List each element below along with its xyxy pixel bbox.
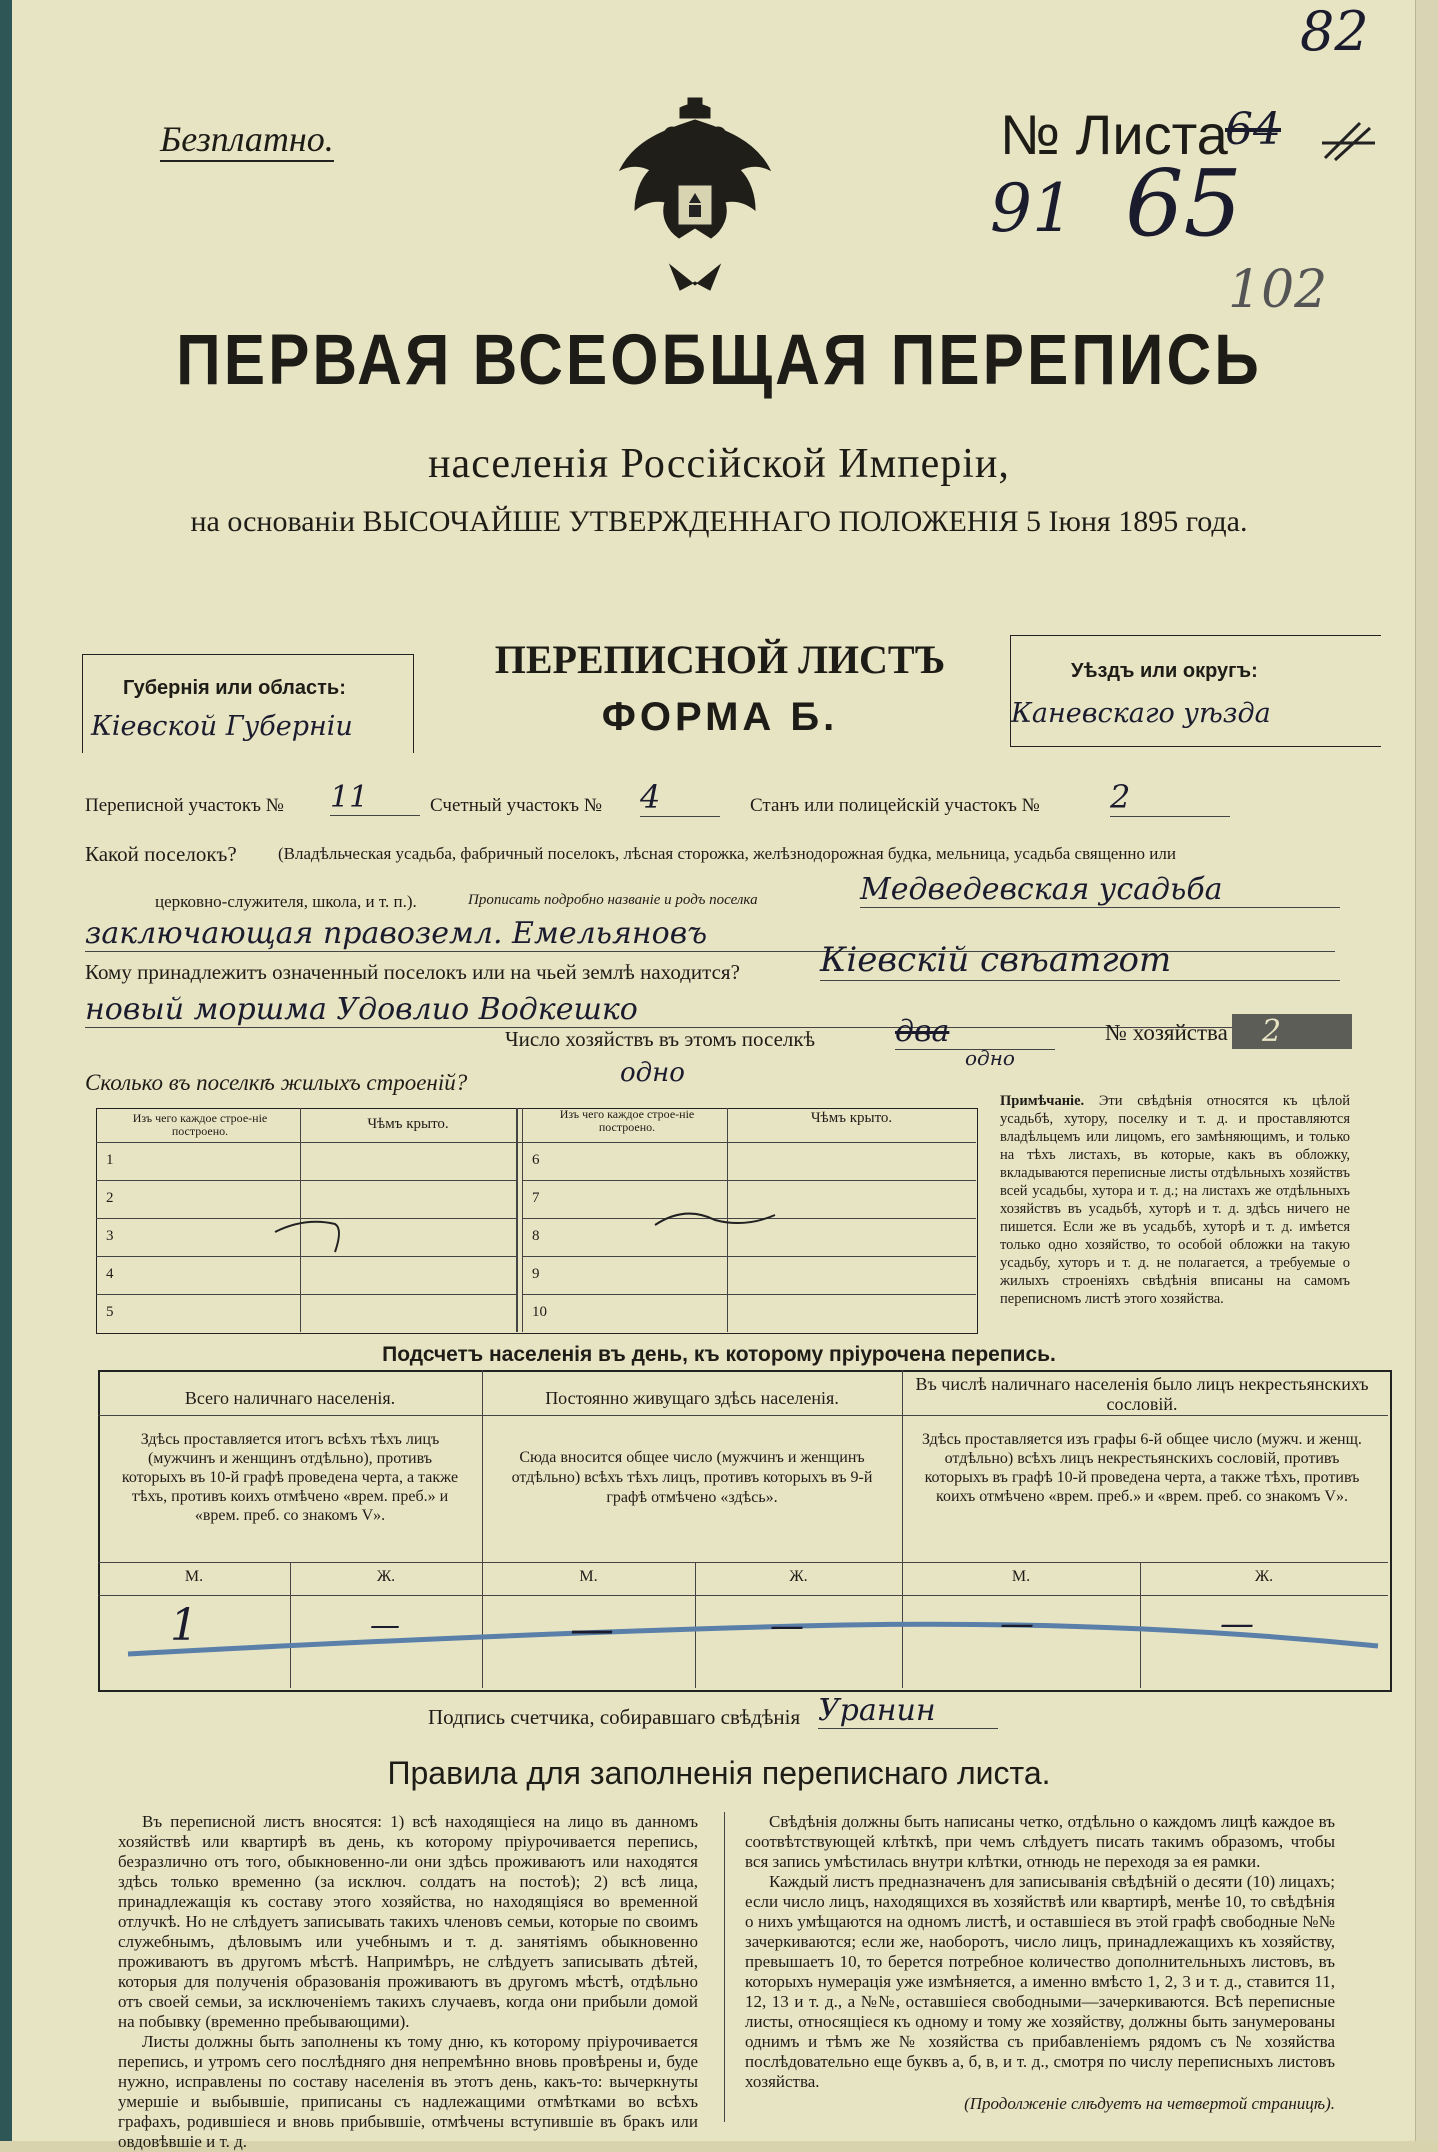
- uezd-label: Уѣздъ или округъ:: [1071, 660, 1258, 682]
- handwritten-91: 91: [990, 170, 1074, 247]
- pop-col1-text: Здѣсь проставляется итогъ всѣхъ тѣхъ лицъ (мужчинъ и женщинъ отдѣльно), противъ которыхъ въ 10-й графѣ проведена черта, а также тѣхъ, противъ коихъ отмѣчено «врем. преб.» и «врем. преб. со знакомъ V».: [121, 1431, 459, 1524]
- sheet-title: ПЕРЕПИСНОЙ ЛИСТЪ: [494, 637, 946, 682]
- buildings-row-number: 9: [532, 1266, 540, 1282]
- buildings-row-line: [522, 1180, 976, 1181]
- buildings-value: одно: [620, 1058, 685, 1088]
- gubernia-value: Кіевской Губерніи: [91, 711, 353, 742]
- household-no-value: 2: [1232, 1014, 1352, 1049]
- settlement-hint2: церковно-служителя, школа, и т. п.).: [155, 892, 417, 911]
- buildings-row-number: 10: [532, 1304, 547, 1320]
- settlement-value-1: Медведевская усадьба: [860, 872, 1340, 908]
- pop-f-label-2: Ж.: [789, 1568, 808, 1585]
- buildings-header-line: [96, 1142, 976, 1143]
- buildings-row-line: [96, 1294, 516, 1295]
- subtitle-population: населенія Россійской Имперіи,: [428, 441, 1010, 487]
- buildings-row-number: 4: [106, 1266, 114, 1282]
- gubernia-label: Губернія или область:: [123, 677, 346, 699]
- buildings-row-number: 5: [106, 1304, 114, 1320]
- rules-left-para-2: Листы должны быть заполнены къ тому дню, къ которому пріурочивается перепись, и утромъ сего послѣдняго дня непремѣнно вновь провѣрены и, буде нужно, исправлены по составу населенія въ этотъ день, какъ-то: вычеркнуты умершіе и выбывшіе, приписаны съ надлежащими отмѣтками во всѣхъ графахъ, родившіеся и вновь прибывшіе, отмѣчены вступившіе въ бракъ или овдовѣвшіе и т. д.: [118, 2032, 698, 2151]
- buildings-row-number: 1: [106, 1152, 114, 1168]
- pop-col2-text: Сюда вносится общее число (мужчинъ и женщинъ отдѣльно) всѣхъ тѣхъ лицъ, противъ которыхъ въ 9-й графѣ отмѣчено «здѣсь».: [511, 1449, 873, 1506]
- pop-col3-text: Здѣсь проставляется изъ графы 6-й общее число (мужч. и женщ. отдѣльно) всѣхъ лицъ некрестьянскихъ сословій, противъ которыхъ въ графѣ 10-й проведена черта, а также тѣхъ, противъ коихъ отмѣчено «врем. преб.» и «врем. преб. со знакомъ V».: [922, 1431, 1362, 1505]
- rules-left-para-1: Въ переписной листъ вносятся: 1) всѣ находящіеся на лицо въ данномъ хозяйствѣ или квартирѣ въ день, къ которому пріурочивается перепись, безразлично отъ того, обыкновенно-ли они здѣсь проживаютъ или находятся здѣсь только временно (за исключ. солдатъ на постоѣ); 2) всѣ лица, принадлежащія къ составу этого хозяйства, но находящіяся во временной отлучкѣ. Но не слѣдуетъ записывать такихъ членовъ семьи, которые по своимъ служебнымъ, дѣловымъ или учебнымъ и т. д. занятіямъ обыкновенно проживаютъ въ другомъ мѣстѣ. Напримѣръ, не слѣдуетъ записывать дѣтей, которыя для полученія образованія проживаютъ въ другомъ мѣстѣ, отдѣльно отъ своей семьи, за исключеніемъ такихъ случаевъ, когда они прибыли домой на побывку (временно пребывающими).: [118, 1812, 698, 2031]
- signature-value: Уранин: [818, 1693, 998, 1729]
- free-label: Безплатно.: [160, 118, 334, 162]
- pop-blue-strike-line: [98, 1596, 1388, 1688]
- census-district-label: Переписной участокъ №: [85, 795, 284, 816]
- stan-value: 2: [1110, 778, 1230, 817]
- buildings-row-number: 2: [106, 1190, 114, 1206]
- pop-perm-m: —: [570, 1604, 614, 1655]
- rules-right-para-1: Свѣдѣнія должны быть написаны четко, отдѣльно о каждомъ лицѣ каждое въ соотвѣтствующей клѣткѣ, при чемъ слѣдуетъ писать такимъ образомъ, чтобы вся запись умѣстилась внутри клѣтки, отнюдь не переходя за ея рамки.: [745, 1812, 1335, 1871]
- pop-m-label-2: М.: [579, 1568, 598, 1585]
- pop-text-line: [98, 1562, 1388, 1563]
- rules-column-divider: [724, 1812, 725, 2122]
- buildings-col-from-right: Изъ чего каждое строе-ніе построено.: [559, 1107, 695, 1134]
- household-no-label: № хозяйства: [1105, 1020, 1228, 1045]
- buildings-handwritten-mark-left: [270, 1212, 390, 1252]
- pop-total-m: 1: [170, 1600, 198, 1651]
- sheet-label: № Листа: [1000, 103, 1228, 166]
- handwritten-sheet-number: 65: [1125, 150, 1243, 257]
- form-name: ФОРМА Б.: [601, 695, 839, 739]
- buildings-row-line: [522, 1294, 976, 1295]
- pop-col2-title: Постоянно живущаго здѣсь населенія.: [545, 1388, 839, 1408]
- settlement-value-2: заключающая правоземл. Емельяновъ: [85, 916, 1335, 952]
- census-district-value: 11: [330, 780, 420, 816]
- rules-title: Правила для заполненія переписнаго листа.: [387, 1755, 1051, 1791]
- buildings-col-roof-left: Чѣмъ крыто.: [367, 1116, 449, 1132]
- population-heading: Подсчетъ населенія въ день, къ которому пріурочена перепись.: [382, 1343, 1056, 1366]
- stan-label: Станъ или полицейскій участокъ №: [750, 795, 1040, 816]
- note-label: Примѣчаніе.: [1000, 1093, 1085, 1109]
- corner-number: 82: [1300, 0, 1369, 63]
- subtitle-decree: на основаніи ВЫСОЧАЙШЕ УТВЕРЖДЕННАГО ПОЛОЖЕНІЯ 5 Іюня 1895 года.: [190, 505, 1248, 538]
- households-label: Число хозяйствъ въ этомъ поселкѣ: [505, 1027, 815, 1051]
- owner-label: Кому принадлежитъ означенный поселокъ или на чьей землѣ находится?: [85, 960, 740, 984]
- buildings-col-from-left: Изъ чего каждое строе-ніе построено.: [132, 1111, 268, 1138]
- buildings-row-number: 8: [532, 1228, 540, 1244]
- buildings-row-line: [96, 1180, 516, 1181]
- buildings-row-line: [96, 1256, 516, 1257]
- sheet-struck-number: 64: [1225, 104, 1281, 155]
- pop-m-label-3: М.: [1011, 1568, 1031, 1585]
- pop-f-label-3: Ж.: [1254, 1568, 1274, 1585]
- uezd-box: [1010, 635, 1381, 747]
- owner-value-1: Кіевскій свѣатгот: [820, 940, 1340, 981]
- buildings-row-number: 7: [532, 1190, 540, 1206]
- buildings-col-roof-right: Чѣмъ крыто.: [810, 1110, 893, 1126]
- pop-title-line: [98, 1415, 1388, 1416]
- note-text: Эти свѣдѣнія относятся къ цѣлой усадьбѣ, хутору, поселку и т. д. и проставляются владѣльцемъ или лицомъ, его замѣняющимъ, и только на тѣхъ листахъ, въ которые, какъ въ обложку, вкладываются переписные листы отдѣльныхъ хозяйствъ всей усадьбы, хутора и т. д.; на листахъ же отдѣльныхъ хозяйствъ въ усадьбѣ, хуторѣ и т. д. здѣсь ничего не пишется. Если же въ усадьбѣ, хуторѣ и т. д. имѣется только одно хозяйство, то особой обложки на такую усадьбу, хуторъ и т. д. не полагается, а требуемые о жилыхъ строеніяхъ свѣдѣнія вписаны на самомъ переписномъ листѣ этого хозяйства.: [1000, 1093, 1350, 1307]
- eagle-emblem-icon: [610, 90, 780, 305]
- uezd-value: Каневскаго уѣзда: [1011, 698, 1271, 729]
- rules-continued: (Продолженіе слѣдуетъ на четвертой страницѣ).: [964, 2094, 1335, 2113]
- gubernia-box: [82, 654, 414, 753]
- signature-label: Подпись счетчика, собиравшаго свѣдѣнія: [428, 1705, 801, 1729]
- settlement-instruction: Прописать подробно названіе и родъ поселка: [468, 892, 758, 908]
- pop-col3-title: Въ числѣ наличнаго населенія было лицъ некрестьянскихъ сословій.: [915, 1374, 1369, 1414]
- count-district-label: Счетный участокъ №: [430, 795, 602, 816]
- buildings-handwritten-mark-right: [650, 1200, 790, 1240]
- settlement-label: Какой поселокъ?: [85, 842, 237, 866]
- handwritten-102: 102: [1228, 260, 1328, 320]
- owner-value-2: новый моршма Удовлио Водкешко: [85, 992, 1335, 1028]
- pop-non-f: —: [1220, 1604, 1254, 1644]
- households-value: два: [895, 1014, 1055, 1050]
- rules-right-column: [745, 1812, 1335, 2114]
- count-district-value: 4: [640, 778, 720, 817]
- note-block: [1000, 1092, 1350, 1308]
- households-value-2: одно: [965, 1046, 1015, 1070]
- pop-col1-title: Всего наличнаго населенія.: [184, 1388, 396, 1408]
- buildings-row-number: 3: [106, 1228, 114, 1244]
- sheet-struck-dup: [1320, 118, 1380, 179]
- pop-total-f: —: [370, 1608, 400, 1643]
- main-title: ПЕРВАЯ ВСЕОБЩАЯ ПЕРЕПИСЬ: [176, 320, 1262, 401]
- rules-left-column: [118, 1812, 698, 2152]
- pop-m-label-1: М.: [184, 1568, 204, 1585]
- buildings-row-line: [522, 1256, 976, 1257]
- pop-non-m: —: [1000, 1604, 1034, 1644]
- rules-right-para-2: Каждый листъ предназначенъ для записыванія свѣдѣній о десяти (10) лицахъ; если число лицъ, находящихся въ хозяйствѣ или квартирѣ, менѣе 10, то свѣдѣнія о нихъ умѣщаются на одномъ листѣ, и оставшіеся въ этой графѣ свободные №№ зачеркиваются; если же, наоборотъ, число лицъ, принадлежащихъ къ хозяйству, превышаетъ 10, то берется потребное количество дополнительныхъ листовъ, въ которыхъ нумерація уже измѣняется, а именно вмѣсто 1, 2, 3 и т. д., ставится 11, 12, 13 и т. д., а №№, оставшіеся свободными—зачеркиваются. Всѣ переписные листы, относящіеся къ одному и тому же хозяйству, должны быть занумерованы однимъ и тѣмъ же № хозяйства съ прибавленіемъ рядомъ съ № хозяйства послѣдовательно еще буквъ а, б, в, и т. д., смотря по числу переписныхъ листовъ хозяйства.: [745, 1872, 1335, 2091]
- settlement-hint: (Владѣльческая усадьба, фабричный поселокъ, лѣсная сторожка, желѣзнодорожная будка, мельница, усадьба священно или: [278, 844, 1176, 863]
- pop-f-label-1: Ж.: [376, 1568, 396, 1585]
- pop-perm-f: —: [770, 1606, 804, 1646]
- buildings-row-number: 6: [532, 1152, 540, 1168]
- buildings-label: Сколько въ поселкѣ жилыхъ строеній?: [85, 1070, 468, 1095]
